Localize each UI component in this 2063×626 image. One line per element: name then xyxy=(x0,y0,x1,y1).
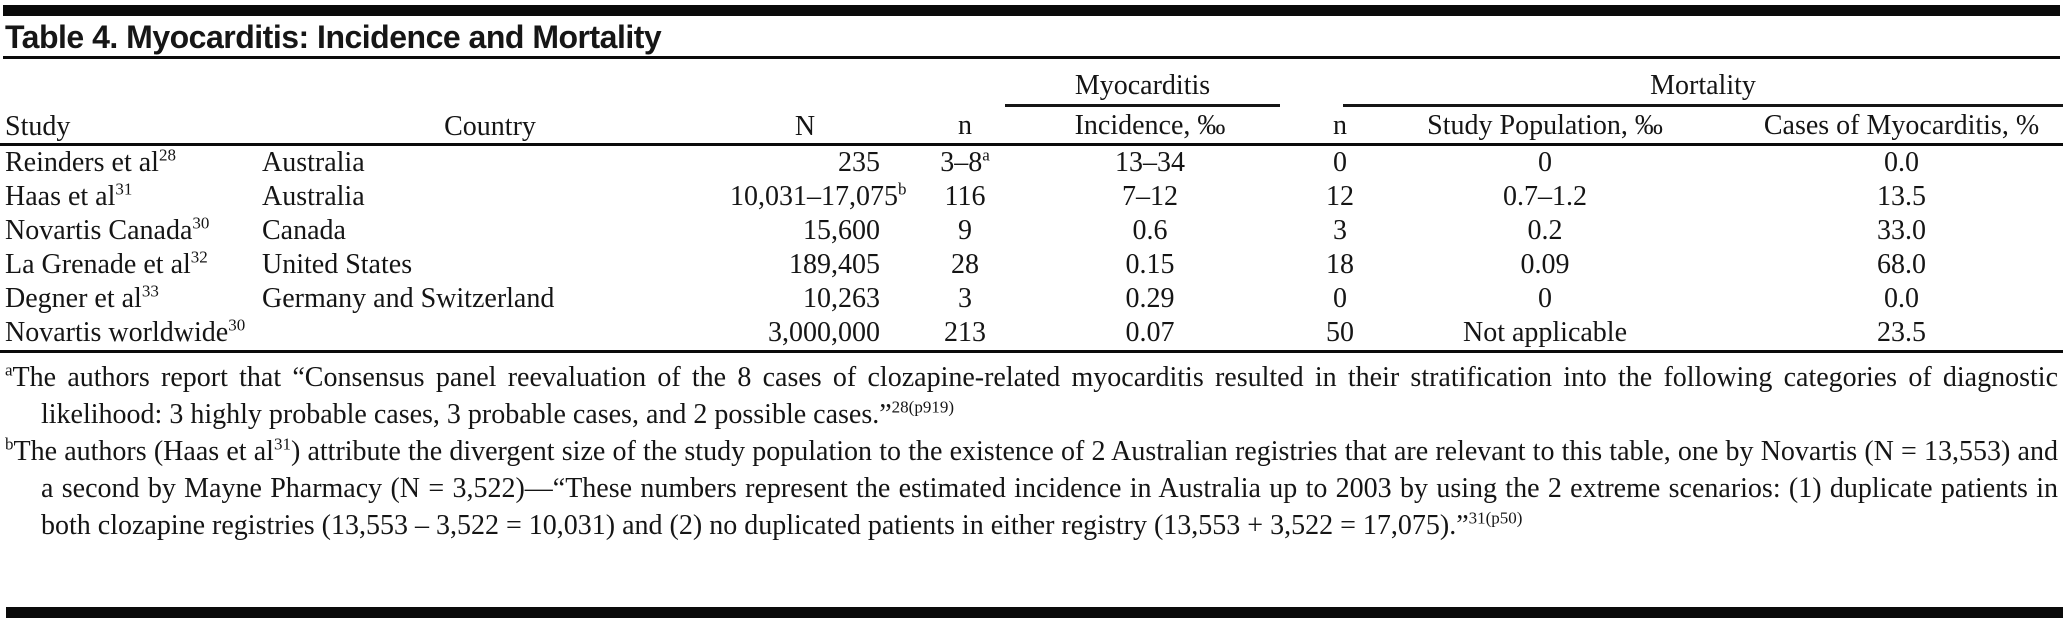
col-header-mortality-n: n xyxy=(1280,107,1400,145)
footnote-b-ref: 31(p50) xyxy=(1468,508,1523,528)
myocarditis-n-cell: 213 xyxy=(910,316,1020,352)
study-population-cell: Not applicable xyxy=(1400,316,1690,352)
citation-ref: 31 xyxy=(115,179,133,199)
myocarditis-n-cell: 3 xyxy=(958,283,972,314)
cases-cell: 0.0 xyxy=(1884,147,1919,178)
spanner-row xyxy=(0,59,2063,107)
study-cell: Novartis Canada$^{30}$ xyxy=(5,213,210,246)
footnote-a-text: The authors report that “Consensus panel reevaluation of the 8 cases of clozapine-related myocarditis resulted in their stratification into the following categories of diagnostic likelihood: 3 highly probable cases, 3 probable cases, and 2 possible cases.” xyxy=(12,362,2058,430)
country-cell: Canada xyxy=(262,215,346,246)
table-row xyxy=(0,145,2063,181)
incidence-cell: 0.07 xyxy=(1020,316,1280,352)
incidence-cell: 13–34 xyxy=(1115,147,1185,178)
cases-cell: 0.0 xyxy=(1884,283,1919,314)
col-header-n: N xyxy=(730,59,910,145)
cases-cell: 33.0 xyxy=(1877,215,1926,246)
col-header-study: Study xyxy=(0,59,250,145)
footnote-a xyxy=(5,359,2058,433)
study-population-cell: 0 xyxy=(1538,147,1552,178)
footnote-a-ref: 28(p919) xyxy=(891,397,954,417)
incidence-cell: 0.15 xyxy=(1125,249,1175,280)
col-header-country: Country xyxy=(250,59,730,145)
country-cell: United States xyxy=(262,249,413,280)
footnote-a-marker: a xyxy=(5,360,13,380)
bottom-rule xyxy=(6,607,2063,618)
footnote-b-inner-ref: 31 xyxy=(273,434,291,454)
table-title xyxy=(0,16,2063,56)
study-population-cell: 0.09 xyxy=(1520,249,1570,280)
citation-ref: 32 xyxy=(190,247,208,267)
myocarditis-n-cell: 116 xyxy=(944,181,986,212)
country-cell: Australia xyxy=(262,181,365,212)
cases-cell: 23.5 xyxy=(1690,316,2063,352)
n-cell: 10,031–17,075$^b$ xyxy=(730,179,907,212)
spanner-myocarditis-rule xyxy=(1005,70,1280,107)
n-cell: 15,600 xyxy=(803,215,880,246)
table-row xyxy=(0,180,2063,214)
study-cell: Haas et $al^{31}$ xyxy=(5,179,133,212)
spanner-mortality-rule xyxy=(1343,70,2063,107)
study-cell: La Grenade et $al^{32}$ xyxy=(5,247,208,280)
myocarditis-n-cell: 9 xyxy=(958,215,972,246)
n-cell: 235 xyxy=(838,147,880,178)
myocarditis-table xyxy=(0,59,2063,353)
col-header-incidence: Incidence, ‰ xyxy=(1020,107,1280,145)
country-cell xyxy=(250,316,730,352)
study-population-cell: 0 xyxy=(1538,283,1552,314)
footnote-b-marker: b xyxy=(5,434,14,454)
study-cell: Reinders et $al^{28}$ xyxy=(5,145,176,178)
spanner-mortality-label: Mortality xyxy=(1650,70,1756,101)
citation-ref: 30 xyxy=(228,315,246,335)
n-cell: 3,000,000 xyxy=(730,316,910,352)
citation-ref: 28 xyxy=(158,145,176,165)
col-header-myocarditis-n: n xyxy=(910,107,1020,145)
cases-cell: 13.5 xyxy=(1877,181,1926,212)
top-rule xyxy=(3,5,2060,16)
table-row xyxy=(0,248,2063,282)
cases-cell: 68.0 xyxy=(1877,249,1926,280)
spanner-myocarditis-label: Myocarditis xyxy=(1074,70,1211,101)
incidence-cell: 0.6 xyxy=(1132,215,1168,246)
incidence-cell: 7–12 xyxy=(1122,181,1178,212)
spanner-myocarditis xyxy=(910,59,1280,107)
footnote-b xyxy=(5,433,2058,544)
mortality-n-cell: 0 xyxy=(1333,283,1347,314)
study-cell: Degner et $al^{33}$ xyxy=(5,281,159,314)
table-row xyxy=(0,282,2063,316)
mortality-n-cell: 3 xyxy=(1333,215,1347,246)
col-header-cases-of-myocarditis: Cases of Myocarditis, % xyxy=(1690,107,2063,145)
citation-ref: 30 xyxy=(192,213,210,233)
citation-ref: 33 xyxy=(141,281,159,301)
footnote-b-text-post: ) attribute the divergent size of the study population to the existence of 2 Australian registries that are relevant to this table, one by Novartis (N = 13,553) and a second by Mayne Pharmacy (N = 3,522)—“These numbers represent the estimated incidence in Australia up to 2003 by using the 2 extreme scenarios: (1) duplicate patients in both clozapine registries (13,553 – 3,522 = 10,031) and (2) no duplicated patients in either registry (13,553 + 3,522 = 17,075).” xyxy=(41,436,2058,541)
mortality-n-cell: 12 xyxy=(1326,181,1354,212)
mortality-n-cell: 0 xyxy=(1333,147,1347,178)
country-cell: Australia xyxy=(262,147,365,178)
footnote-ref: a xyxy=(982,145,990,165)
spanner-mortality xyxy=(1280,59,2063,107)
study-cell: Novartis worldwide$^{30}$ xyxy=(0,316,250,352)
study-population-cell: 0.7–1.2 xyxy=(1503,181,1587,212)
table-body xyxy=(0,145,2063,352)
footnote-b-text-pre: The authors (Haas et al xyxy=(13,436,274,467)
n-cell: 189,405 xyxy=(789,249,880,280)
study-population-cell: 0.2 xyxy=(1527,215,1563,246)
table-title-text: Table 4. Myocarditis: Incidence and Mortality xyxy=(5,19,662,55)
myocarditis-n-cell: 3–8$^a$ xyxy=(940,145,990,178)
myocarditis-n-cell: 28 xyxy=(951,249,979,280)
col-header-study-population: Study Population, ‰ xyxy=(1400,107,1690,145)
table-row xyxy=(0,316,2063,352)
incidence-cell: 0.29 xyxy=(1125,283,1175,314)
table-header xyxy=(0,59,2063,145)
n-cell: 10,263 xyxy=(803,283,880,314)
footnote-ref: b xyxy=(898,179,907,199)
table-row xyxy=(0,214,2063,248)
mortality-n-cell: 18 xyxy=(1326,249,1354,280)
mortality-n-cell: 50 xyxy=(1280,316,1400,352)
footnotes xyxy=(5,359,2058,544)
country-cell: Germany and Switzerland xyxy=(262,283,555,314)
